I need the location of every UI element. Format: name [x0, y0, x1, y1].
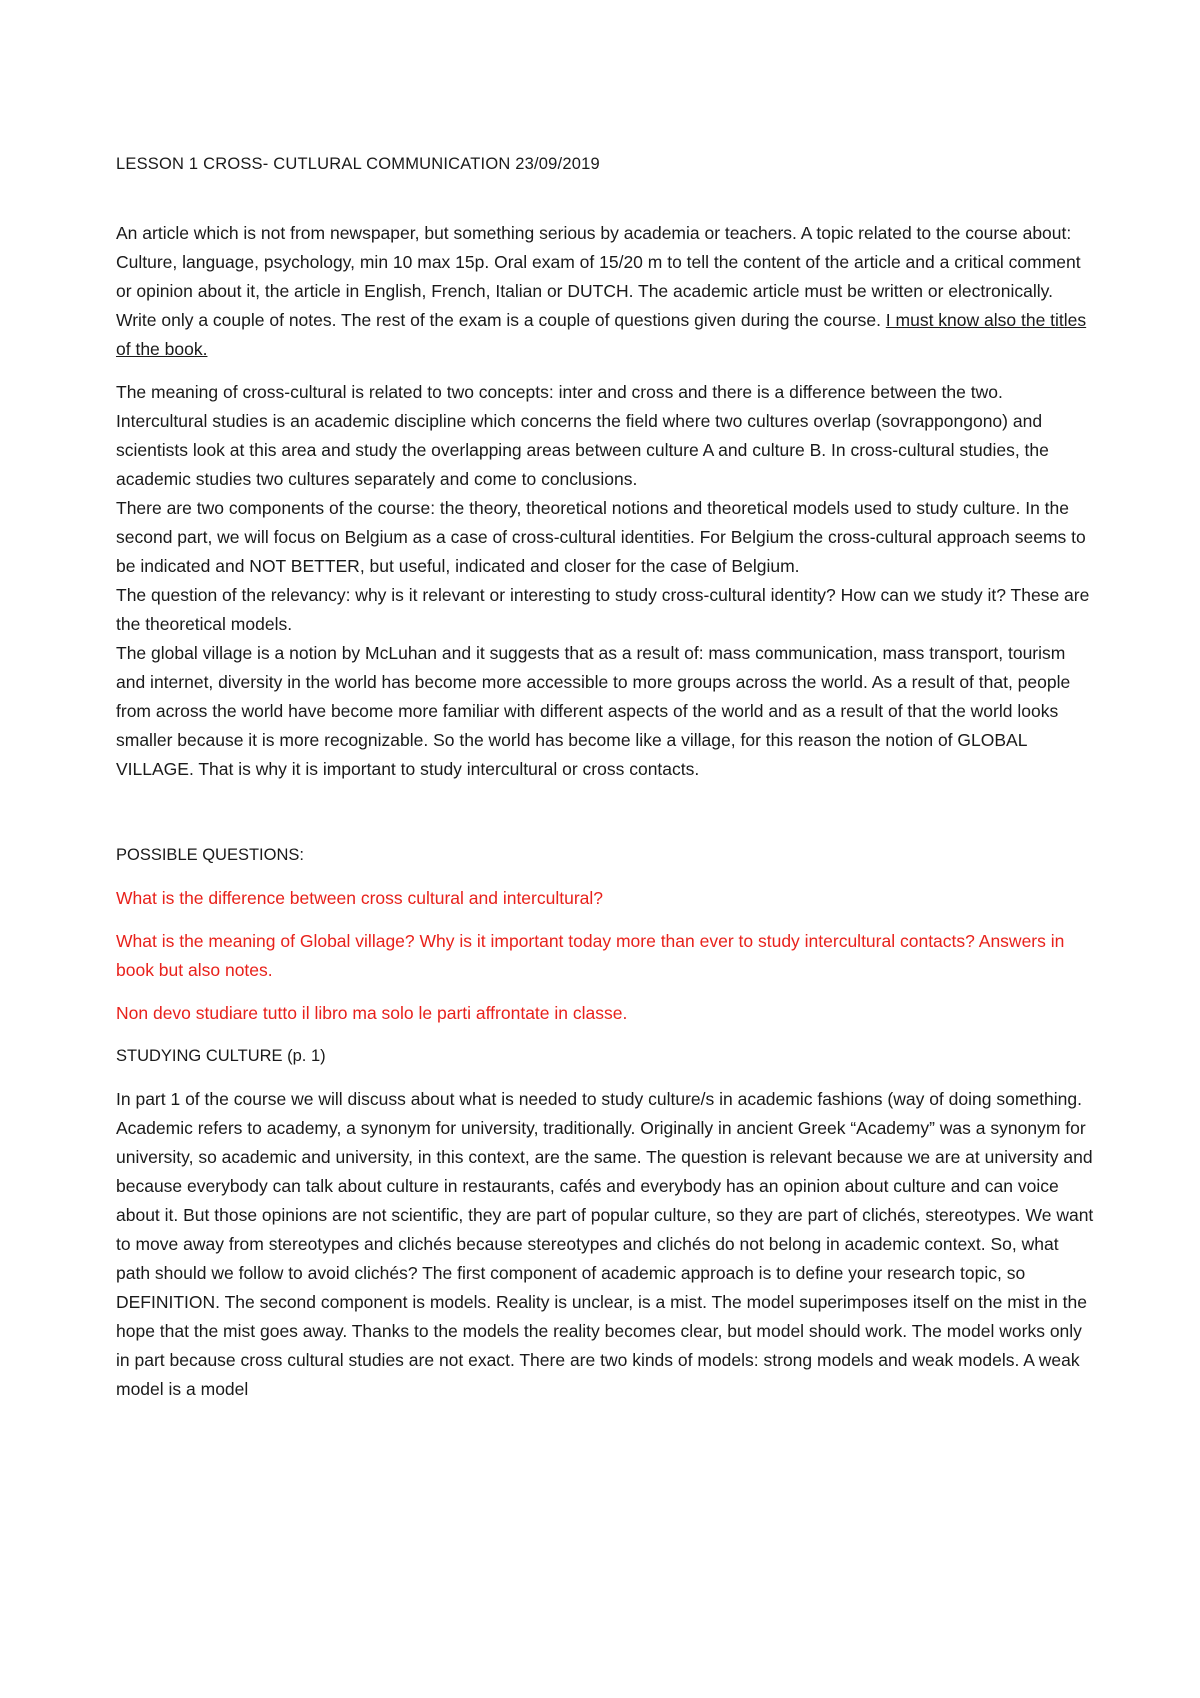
document-body: [116, 150, 1096, 1404]
paragraph-course-components: There are two components of the course: the theory, theoretical notions and theoretical models used to study culture. In the second part, we will focus on Belgium as a case of cross-cultural identities. For Belgium the cross-cultural approach seems to be indicated and NOT BETTER, but useful, indicated and closer for the case of Belgium.: [116, 498, 1086, 576]
section-heading-studying-culture: STUDYING CULTURE (p. 1): [116, 1047, 326, 1065]
underlined-note: I must know also the titles of the book.: [116, 310, 1087, 359]
paragraph-relevancy: The question of the relevancy: why is it relevant or interesting to study cross-cultural identity? How can we study it? These are the theoretical models.: [116, 585, 1090, 634]
paragraph-cross-cultural-meaning: The meaning of cross-cultural is related to two concepts: inter and cross and there is a difference between the two. Intercultural studies is an academic discipline which concerns the field where two cultures overlap (sovrappongono) and scientists look at this area and study the overlapping areas between culture A and culture B. In cross-cultural studies, the academic studies two cultures separately and come to conclusions.: [116, 382, 1049, 489]
question-1: What is the difference between cross cultural and intercultural?: [116, 888, 604, 908]
study-note-italian: Non devo studiare tutto il libro ma solo le parti affrontate in classe.: [116, 1003, 628, 1023]
paragraph-studying-culture: In part 1 of the course we will discuss about what is needed to study culture/s in academic fashions (way of doing something. Academic refers to academy, a synonym for university, traditionally. Originally in ancient Greek “Academy” was a synonym for university, so academic and university, in this context, are the same. The question is relevant because we are at university and because everybody can talk about culture in restaurants, cafés and everybody has an opinion about culture and can voice about it. But those opinions are not scientific, they are part of popular culture, so they are part of clichés, stereotypes. We want to move away from stereotypes and clichés because stereotypes and clichés do not belong in academic context. So, what path should we follow to avoid clichés? The first component of academic approach is to define your research topic, so DEFINITION. The second component is models. Reality is unclear, is a mist. The model superimposes itself on the mist in the hope that the mist goes away. Thanks to the models the reality becomes clear, but model should work. The model works only in part because cross cultural studies are not exact. There are two kinds of models: strong models and weak models. A weak model is a model: [116, 1089, 1094, 1399]
paragraph-global-village: The global village is a notion by McLuhan and it suggests that as a result of: mass communication, mass transport, tourism and internet, diversity in the world has become more accessible to more groups across the world. As a result of that, people from across the world have become more familiar with different aspects of the world and as a result of that the world looks smaller because it is more recognizable. So the world has become like a village, for this reason the notion of GLOBAL VILLAGE. That is why it is important to study intercultural or cross contacts.: [116, 643, 1071, 779]
questions-heading: POSSIBLE QUESTIONS:: [116, 846, 304, 864]
paragraph-exam-info-text: An article which is not from newspaper, but something serious by academia or teachers. A topic related to the course about: Culture, language, psychology, min 10 max 15p. Oral exam of 15/20 m to tell the content of the article and a critical comment or opinion about it, the article in English, French, Italian or DUTCH. The academic article must be written or electronically. Write only a couple of notes. The rest of the exam is a couple of questions given during the course.: [116, 223, 1081, 330]
document-title: LESSON 1 CROSS- CUTLURAL COMMUNICATION 23/09/2019: [116, 155, 600, 173]
paragraph-exam-info: [116, 219, 1096, 364]
question-2: What is the meaning of Global village? Why is it important today more than ever to study intercultural contacts? Answers in book but also notes.: [116, 931, 1065, 980]
